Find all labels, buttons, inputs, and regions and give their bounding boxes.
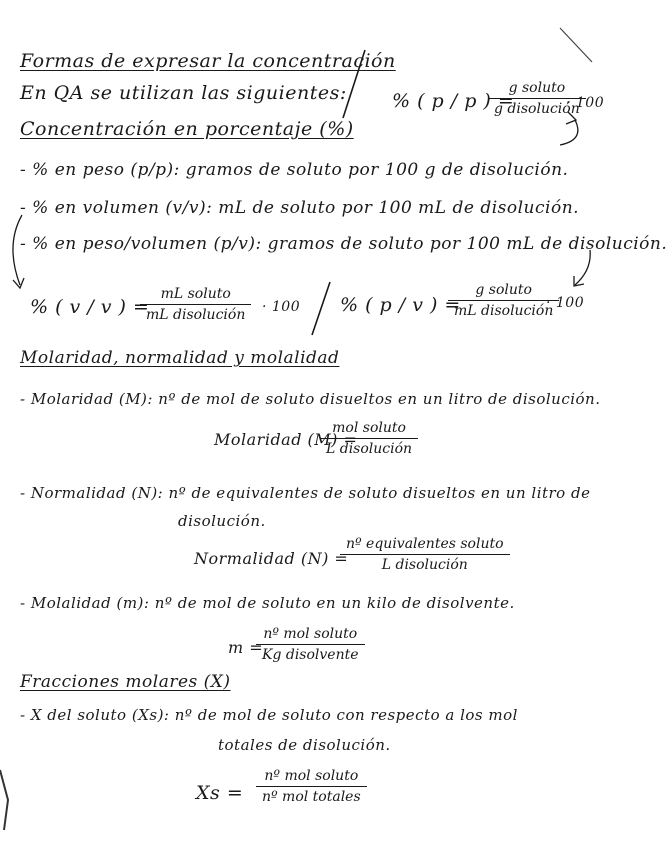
molalidad-definition: - Molalidad (m): nº de mol de soluto en un kilo de disolvente. xyxy=(20,594,515,612)
molalidad-fraction xyxy=(256,626,365,663)
molalidad-numerator: nº mol soluto xyxy=(263,626,358,642)
molaridad-numerator: mol soluto xyxy=(332,420,406,436)
divider-stroke-mid xyxy=(312,282,330,335)
formula-pv-tail: · 100 xyxy=(546,295,585,311)
fraccion-lhs: Xs = xyxy=(196,782,244,804)
fraccion-definition-line1: - X del soluto (Xs): nº de mol de soluto con respecto a los mol xyxy=(20,706,518,724)
fraccion-numerator: nº mol soluto xyxy=(264,768,359,784)
formula-pp-lhs: % ( p / p ) = xyxy=(392,90,515,112)
formula-pv-fraction xyxy=(448,282,559,319)
formula-vv-fraction xyxy=(140,286,251,323)
edge-mark xyxy=(0,770,8,830)
normalidad-denominator: L disolución xyxy=(381,557,468,573)
normalidad-lhs: Normalidad (N) = xyxy=(194,549,349,568)
normalidad-fraction xyxy=(340,536,510,573)
normalidad-definition-line1: - Normalidad (N): nº de equivalentes de soluto disueltos en un litro de xyxy=(20,484,591,502)
arrow-curve-top xyxy=(560,120,578,145)
section-header-percentage: Concentración en porcentaje (%) xyxy=(20,118,354,140)
molaridad-denominator: L disolución xyxy=(326,441,413,457)
bullet-peso: - % en peso (p/p): gramos de soluto por 100 g de disolución. xyxy=(20,160,569,180)
normalidad-numerator: nº equivalentes soluto xyxy=(346,536,504,552)
molaridad-fraction xyxy=(320,420,418,457)
molalidad-lhs: m = xyxy=(228,638,264,657)
formula-vv-denominator: mL disolución xyxy=(146,307,246,323)
fraccion-denominator: nº mol totales xyxy=(262,789,361,805)
corner-stroke xyxy=(560,28,592,62)
molalidad-denominator: Kg disolvente xyxy=(262,647,359,663)
formula-vv-tail: · 100 xyxy=(262,299,301,315)
arrow-curve-right xyxy=(575,250,590,285)
bullet-peso-volumen: - % en peso/volumen (p/v): gramos de soluto por 100 mL de disolución. xyxy=(20,234,667,254)
formula-vv-numerator: mL soluto xyxy=(160,286,231,302)
formula-pp-numerator: g soluto xyxy=(508,80,566,96)
formula-vv-lhs: % ( v / v ) = xyxy=(30,296,150,318)
page-title: Formas de expresar la concentración xyxy=(20,50,396,72)
normalidad-definition-line2: disolución. xyxy=(178,512,266,530)
formula-pv-numerator: g soluto xyxy=(475,282,532,298)
formula-pv-denominator: mL disolución xyxy=(454,303,554,319)
fraccion-definition-line2: totales de disolución. xyxy=(218,736,391,754)
formula-pv-lhs: % ( p / v ) = xyxy=(340,294,461,316)
molaridad-lhs: Molaridad (M) = xyxy=(214,430,358,449)
fraccion-fraction xyxy=(256,768,367,805)
section-header-fracciones: Fracciones molares (X) xyxy=(20,672,231,692)
molaridad-definition: - Molaridad (M): nº de mol de soluto disueltos en un litro de disolución. xyxy=(20,390,601,408)
formula-pp-tail: · 100 xyxy=(566,95,605,111)
formula-pp-denominator: g disolución xyxy=(494,101,580,117)
bullet-volumen: - % en volumen (v/v): mL de soluto por 100 mL de disolución. xyxy=(20,198,580,218)
intro-line: En QA se utilizan las siguientes: xyxy=(20,82,347,104)
section-header-molaridad: Molaridad, normalidad y molalidad xyxy=(20,348,340,368)
